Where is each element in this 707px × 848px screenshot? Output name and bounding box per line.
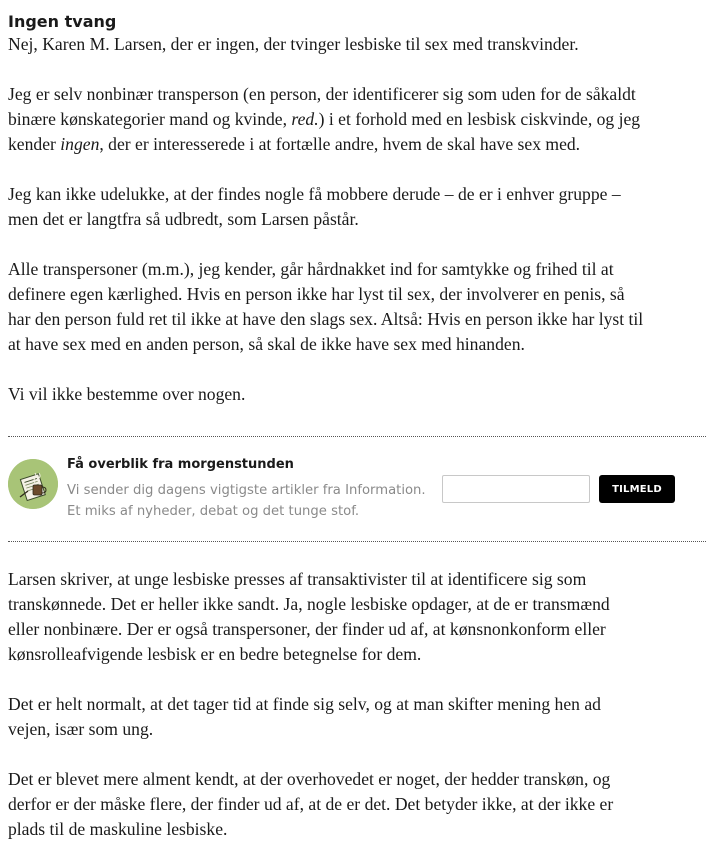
article-lower	[8, 567, 707, 842]
newsletter-description	[67, 480, 442, 522]
paragraph-7-line-2: vejen, især som ung.	[8, 719, 154, 739]
paragraph-4	[8, 257, 707, 357]
paragraph-6-line-4: kønsrolleafvigende lesbisk er en bedre betegnelse for dem.	[8, 644, 422, 664]
paragraph-1	[8, 32, 707, 57]
paragraph-2-line-2: binære kønskategorier mand og kvinde, red.) i et forhold med en lesbisk ciskvinde, og jeg	[8, 109, 641, 129]
newsletter-signup	[8, 436, 706, 542]
paragraph-2-line-3: kender ingen, der er interesserede i at fortælle andre, hvem de skal have sex med.	[8, 134, 581, 154]
italic-editor-note: red.	[291, 109, 319, 129]
paragraph-3	[8, 182, 707, 232]
paragraph-1-line-1: Nej, Karen M. Larsen, der er ingen, der tvinger lesbiske til sex med transkvinder.	[8, 34, 579, 54]
paragraph-4-line-3: har den person fuld ret til ikke at have den slags sex. Altså: Hvis en person ikke har lyst til	[8, 309, 644, 329]
paragraph-4-line-4: at have sex med en anden person, så skal de ikke have sex med hinanden.	[8, 334, 525, 354]
paragraph-4-line-2: definere egen kærlighed. Hvis en person ikke har lyst til sex, der involverer en penis, så	[8, 284, 625, 304]
newsletter-description-line-1: Vi sender dig dagens vigtigste artikler fra Information.	[67, 483, 426, 498]
paragraph-2	[8, 82, 707, 157]
paragraph-7-line-1: Det er helt normalt, at det tager tid at finde sig selv, og at man skifter mening hen ad	[8, 694, 601, 714]
paragraph-8-line-3: plads til de maskuline lesbiske.	[8, 819, 228, 839]
paragraph-5-line-1: Vi vil ikke bestemme over nogen.	[8, 384, 246, 404]
paragraph-3-line-1: Jeg kan ikke udelukke, at der findes nogle få mobbere derude – de er i enhver gruppe –	[8, 184, 621, 204]
paragraph-6	[8, 567, 707, 667]
paragraph-8-line-2: derfor er der måske flere, der finder ud af, at de er det. Det betyder ikke, at der ikke er	[8, 794, 614, 814]
italic-emphasis: ingen	[60, 134, 100, 154]
paragraph-7	[8, 692, 707, 742]
article-upper	[8, 0, 707, 407]
newsletter-email-input[interactable]	[442, 475, 590, 503]
newsletter-title: Få overblik fra morgenstunden	[67, 457, 294, 472]
section-heading: Ingen tvang	[8, 12, 117, 31]
paragraph-4-line-1: Alle transpersoner (m.m.), jeg kender, går hårdnakket ind for samtykke og frihed til at	[8, 259, 614, 279]
morning-coffee-newspaper-icon	[8, 459, 58, 509]
newsletter-description-line-2: Et miks af nyheder, debat og det tunge stof.	[67, 504, 360, 519]
paragraph-8	[8, 767, 707, 842]
paragraph-6-line-1: Larsen skriver, at unge lesbiske presses af transaktivister til at identificere sig som	[8, 569, 587, 589]
paragraph-8-line-1: Det er blevet mere alment kendt, at der overhovedet er noget, der hedder transkøn, og	[8, 769, 611, 789]
paragraph-6-line-3: eller nonbinære. Der er også transpersoner, der finder ud af, at kønsnonkonform eller	[8, 619, 606, 639]
paragraph-6-line-2: transkønnede. Det er heller ikke sandt. Ja, nogle lesbiske opdager, at de er transmænd	[8, 594, 610, 614]
paragraph-3-line-2: men det er langtfra så udbredt, som Larsen påstår.	[8, 209, 359, 229]
subscribe-button[interactable]: TILMELD	[599, 475, 675, 503]
paragraph-5	[8, 382, 707, 407]
paragraph-2-line-1: Jeg er selv nonbinær transperson (en person, der identificerer sig som uden for de såkaldt	[8, 84, 636, 104]
